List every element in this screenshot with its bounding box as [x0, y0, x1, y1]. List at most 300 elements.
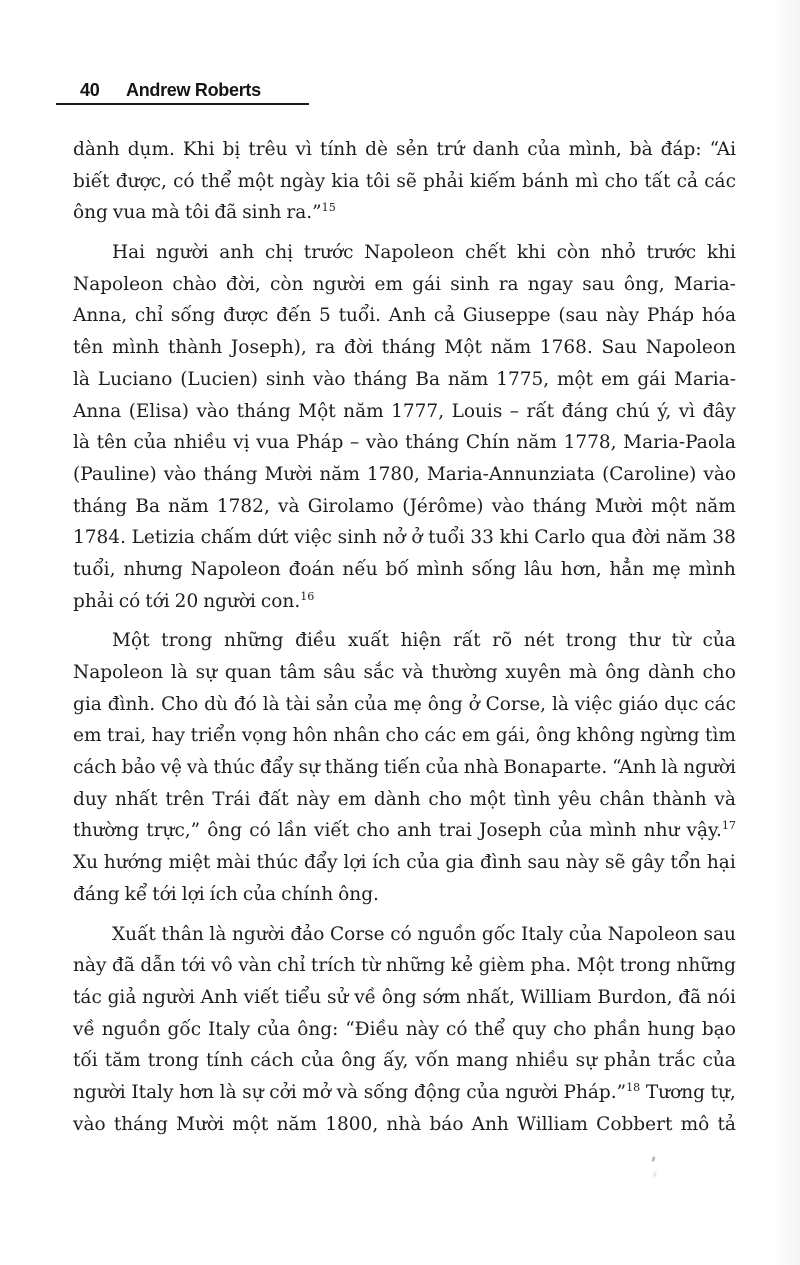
word: của: [242, 883, 277, 905]
word: trêu: [248, 139, 288, 160]
word: ông,: [623, 273, 665, 295]
word: phải: [73, 590, 114, 612]
word: khi: [706, 242, 736, 264]
word: hơn: [179, 1081, 215, 1103]
word: năm: [343, 400, 384, 422]
word: đoán: [288, 558, 335, 580]
word: Louis: [451, 400, 503, 422]
word: tổn: [670, 852, 702, 874]
word: ông: [427, 693, 463, 715]
word: Maria-Annunziata: [426, 463, 596, 485]
text-line: [73, 401, 736, 433]
word: một: [232, 1113, 269, 1135]
word: còn: [269, 273, 304, 295]
word: đời: [344, 337, 373, 359]
word: mở: [302, 1081, 331, 1103]
word: bảo: [121, 757, 156, 779]
word: gốc: [167, 1018, 202, 1040]
word: gia: [73, 693, 102, 715]
word: trắc: [657, 1050, 696, 1072]
word: 1784.: [73, 527, 126, 549]
word: sự: [242, 1081, 264, 1103]
word: nét: [523, 630, 555, 652]
word: trích: [310, 955, 356, 977]
word: tên: [96, 432, 127, 454]
word: ngày: [279, 170, 326, 192]
word: lần: [277, 820, 307, 842]
word: yêu: [558, 788, 592, 810]
word: tình: [513, 788, 551, 810]
word: viết: [314, 820, 350, 842]
text-line: [73, 987, 736, 1019]
word: tâm: [279, 662, 316, 683]
word: khi: [516, 242, 546, 264]
word: người: [683, 757, 736, 779]
word: ở: [411, 527, 423, 549]
word: vào: [491, 495, 525, 517]
word: thư: [628, 630, 660, 652]
word: thân: [161, 923, 204, 945]
word: năm: [168, 495, 209, 517]
word: sống: [170, 305, 216, 327]
word: sống: [471, 558, 517, 580]
word: sinh: [450, 273, 490, 295]
word: nguồn: [417, 923, 477, 945]
text-line: [73, 496, 736, 528]
word: ích: [372, 852, 401, 874]
word: tháng: [73, 495, 128, 517]
word: quy: [512, 1018, 547, 1040]
page-body: [73, 139, 736, 1145]
word: Corse,: [485, 693, 547, 715]
word: người: [312, 273, 366, 295]
page-number: 40: [80, 80, 100, 100]
word: em: [374, 273, 404, 295]
word: trực,”: [146, 820, 201, 842]
word: phản: [604, 1050, 651, 1072]
word: hơn,: [560, 558, 602, 580]
text-line: [73, 559, 736, 591]
word: ấy,: [383, 1050, 409, 1072]
word: của: [702, 630, 736, 652]
word: tiểu: [284, 986, 322, 1008]
word: qua: [591, 527, 626, 549]
word: một: [237, 170, 274, 192]
word: năm: [695, 495, 736, 517]
word: đảo: [290, 923, 325, 945]
word: bánh: [522, 170, 569, 192]
word: động: [413, 1081, 461, 1103]
word: đẩy: [303, 852, 338, 874]
word: gièm: [478, 955, 525, 977]
word: sớm: [422, 986, 461, 1008]
text-line: [73, 884, 736, 916]
word: Mười: [594, 495, 643, 517]
word: về: [354, 986, 377, 1008]
word: thành: [167, 337, 223, 359]
word: là: [219, 1081, 237, 1103]
word: của: [406, 852, 440, 874]
word: dành: [647, 662, 695, 683]
word: thường: [73, 820, 140, 842]
word: Pháp: [646, 305, 695, 327]
word: dụm.: [127, 139, 175, 160]
word: dành: [73, 139, 120, 160]
word: tác: [73, 986, 102, 1008]
word: chỉ: [134, 305, 164, 327]
word: ra.”$^{15}$: [286, 201, 336, 224]
word: ngừng: [640, 725, 700, 747]
word: đình: [480, 852, 522, 874]
word: báo: [429, 1113, 464, 1135]
word: vào: [365, 432, 399, 454]
word: điều: [295, 630, 337, 652]
word: Khi: [182, 139, 215, 160]
word: mình: [112, 337, 160, 359]
word: vua: [256, 432, 290, 454]
word: phần: [593, 1018, 641, 1040]
word: Napoleon: [645, 337, 736, 359]
word: tự,: [710, 1081, 736, 1103]
word: những: [385, 955, 446, 977]
word: con.$^{16}$: [260, 589, 315, 612]
word: tháng: [381, 337, 436, 359]
word: vì: [678, 400, 696, 422]
word: của: [527, 139, 561, 160]
word: vào: [163, 463, 197, 485]
text-line: [73, 202, 736, 234]
word: miệt: [168, 852, 211, 874]
word: Maria-: [673, 273, 736, 295]
word: các: [704, 170, 736, 192]
word: vốn: [415, 1050, 450, 1072]
word: tháng: [113, 1113, 168, 1135]
word: từ: [671, 630, 691, 652]
word: vào: [703, 463, 736, 485]
word: tôi: [365, 170, 391, 192]
word: chết: [465, 242, 507, 264]
word: nhất: [114, 788, 158, 810]
word: chỉ: [277, 955, 306, 977]
word: lợi: [343, 852, 367, 874]
word: ngay: [527, 273, 574, 295]
word: sản: [315, 693, 349, 715]
word: người: [142, 986, 195, 1008]
word: là: [661, 757, 679, 779]
word: thường: [431, 662, 498, 683]
word: sẻn: [395, 139, 429, 160]
word: trong: [161, 630, 213, 652]
word: sâu: [323, 662, 356, 683]
header-rule: [56, 103, 309, 105]
word: cho: [553, 1018, 587, 1040]
word: của: [548, 820, 583, 842]
word: có: [173, 170, 195, 192]
word: ông: [381, 986, 417, 1008]
word: (Pauline): [73, 463, 157, 485]
word: Ba: [135, 495, 160, 517]
word: dù: [204, 693, 228, 715]
word: đời: [631, 527, 661, 549]
word: trong: [147, 1050, 199, 1072]
text-line: [73, 955, 736, 987]
word: này: [605, 305, 640, 327]
word: sử: [327, 986, 349, 1008]
word: em: [73, 725, 102, 747]
word: chị: [264, 242, 294, 264]
word: (Caroline): [602, 463, 697, 485]
word: vị: [233, 432, 250, 454]
word: Napoleon: [607, 923, 698, 945]
word: năm: [276, 1113, 318, 1135]
word: (Elisa): [128, 400, 189, 422]
word: Napoleon: [73, 273, 164, 295]
word: đình.: [107, 693, 156, 715]
word: vào: [196, 400, 230, 422]
paragraph: [73, 630, 736, 915]
word: cho: [428, 788, 462, 810]
word: đời,: [225, 273, 261, 295]
word: sẽ: [396, 170, 417, 192]
word: và: [278, 495, 300, 517]
word: nhà: [386, 1113, 422, 1135]
word: “Điều: [345, 1018, 399, 1040]
word: đây: [702, 400, 736, 422]
text-line: [73, 274, 736, 306]
word: dè: [365, 139, 388, 160]
word: kẻ: [450, 955, 474, 977]
word: người: [73, 1081, 126, 1103]
word: danh: [472, 139, 520, 160]
word: gốc: [481, 923, 516, 945]
word: mài: [216, 852, 251, 874]
word: Anna,: [73, 305, 128, 327]
word: –: [350, 432, 360, 454]
word: 1777,: [391, 400, 445, 422]
word: sự: [575, 1050, 598, 1072]
word: tháng: [405, 432, 460, 454]
word: đã: [111, 955, 135, 977]
word: vì: [295, 139, 312, 160]
word: xuất: [347, 630, 389, 652]
word: lợi: [181, 883, 205, 905]
word: hôn: [292, 725, 328, 747]
word: được,: [115, 170, 167, 192]
word: 20: [174, 590, 199, 612]
word: Một: [112, 630, 150, 652]
word: là: [209, 923, 227, 945]
word: tìm: [705, 725, 736, 747]
text-line: [73, 305, 736, 337]
word: tên: [73, 337, 104, 359]
word: nhỏ: [600, 242, 636, 264]
word: tối: [73, 1050, 98, 1072]
word: Maria-Paola: [623, 432, 736, 454]
word: của: [466, 1081, 500, 1103]
word: hẳn: [609, 558, 645, 580]
word: là: [73, 368, 90, 390]
word: nhiều: [173, 432, 227, 454]
word: tính: [205, 1050, 244, 1072]
word: hung: [647, 1018, 695, 1040]
word: Italy: [521, 923, 564, 945]
word: trong: [619, 955, 671, 977]
word: người: [231, 923, 285, 945]
word: từ: [360, 955, 381, 977]
paragraph: [73, 924, 736, 1146]
word: này: [565, 852, 600, 874]
word: Pháp: [296, 432, 344, 454]
word: sẽ: [604, 852, 626, 874]
word: của: [133, 432, 167, 454]
word: vàn: [238, 955, 272, 977]
word: Italy: [207, 1018, 251, 1040]
word: mình,: [568, 139, 622, 160]
word: thành: [652, 788, 707, 810]
word: Napoleon: [73, 662, 164, 683]
word: tiến: [383, 757, 421, 779]
word: là: [551, 693, 569, 715]
word: ông: [536, 725, 571, 747]
word: vào: [73, 1113, 106, 1135]
word: Joseph: [479, 820, 542, 842]
word: rõ: [492, 630, 513, 652]
text-line: [73, 242, 736, 274]
word: tăm: [104, 1050, 141, 1072]
text-line: [73, 630, 736, 662]
word: “Anh: [612, 757, 657, 779]
word: đẩy: [259, 757, 294, 779]
word: trước: [303, 242, 354, 264]
word: Carlo: [534, 527, 586, 549]
word: mình: [688, 558, 736, 580]
word: những: [223, 630, 284, 652]
word: cởi: [269, 1081, 297, 1103]
word: ông: [207, 820, 243, 842]
word: hóa: [701, 305, 736, 327]
word: và: [186, 757, 209, 779]
word: có: [118, 590, 141, 612]
word: duy: [73, 788, 108, 810]
word: tháng: [236, 400, 291, 422]
word: ông.: [338, 883, 379, 905]
word: Một: [298, 400, 336, 422]
word: trai,: [107, 725, 147, 747]
word: ra: [498, 273, 519, 295]
word: tuổi,: [73, 558, 116, 580]
word: vệ: [160, 757, 182, 779]
word: 1780,: [366, 463, 420, 485]
word: gái,: [495, 725, 531, 747]
word: bố: [385, 558, 409, 580]
word: Xu: [73, 852, 99, 874]
word: tới: [145, 590, 170, 612]
word: Corse: [329, 923, 385, 945]
word: cả: [433, 305, 456, 327]
word: xuyên: [505, 662, 562, 683]
word: chân: [599, 788, 645, 810]
word: mẹ: [652, 558, 681, 580]
word: “Ai: [709, 139, 736, 160]
word: vọng: [241, 725, 288, 747]
word: và: [402, 662, 424, 683]
word: Napoleon: [364, 242, 455, 264]
text-line: [73, 725, 736, 757]
word: Một: [444, 337, 482, 359]
word: Sau: [601, 337, 638, 359]
word: này: [296, 788, 330, 810]
word: quan: [224, 662, 272, 683]
word: một: [557, 368, 594, 390]
text-line: [73, 1114, 736, 1146]
word: tới: [181, 955, 206, 977]
word: (sau: [558, 305, 598, 327]
word: 33: [470, 527, 494, 549]
word: Luciano: [97, 368, 173, 390]
word: nhà: [463, 757, 499, 779]
word: có: [446, 1018, 468, 1040]
word: việc: [294, 527, 332, 549]
word: cách: [73, 757, 117, 779]
word: anh: [219, 242, 255, 264]
word: năm: [516, 432, 557, 454]
word: này: [405, 1018, 440, 1040]
word: (Lucien): [180, 368, 258, 390]
word: Italy: [131, 1081, 174, 1103]
word: mẹ: [393, 693, 422, 715]
text-line: [73, 1019, 736, 1051]
text-line: [73, 1050, 736, 1082]
word: năm: [447, 368, 489, 390]
word: chính: [281, 883, 334, 905]
word: thúc: [256, 852, 299, 874]
word: Letizia: [131, 527, 195, 549]
word: gái: [637, 368, 667, 390]
word: mình: [589, 820, 637, 842]
word: 1775,: [496, 368, 550, 390]
word: hiện: [400, 630, 442, 652]
text-line: [73, 432, 736, 464]
word: ở: [468, 693, 480, 715]
word: em: [461, 725, 491, 747]
text-line: [73, 1082, 736, 1114]
word: Một: [576, 955, 615, 977]
text-line: [73, 789, 736, 821]
word: Tương: [645, 1081, 705, 1103]
word: sinh: [337, 527, 377, 549]
word: vua: [112, 202, 147, 224]
text-line: [73, 820, 736, 852]
word: bị: [222, 139, 241, 160]
word: tuổi.: [338, 305, 382, 327]
word: đáng: [561, 400, 609, 422]
word: của: [702, 1050, 736, 1072]
word: có: [390, 923, 412, 945]
word: Chín: [465, 432, 510, 454]
word: Mười: [176, 1113, 225, 1135]
word: trên: [165, 788, 205, 810]
word: 1800,: [325, 1113, 379, 1135]
footnote-ref: 17: [721, 819, 736, 833]
word: ý,: [657, 400, 672, 422]
word: về: [73, 1018, 95, 1040]
word: cho: [356, 820, 390, 842]
word: Anna: [73, 400, 122, 422]
word: năm: [319, 463, 360, 485]
word: ích: [209, 883, 238, 905]
word: thúc: [213, 757, 255, 779]
word: các: [424, 725, 457, 747]
